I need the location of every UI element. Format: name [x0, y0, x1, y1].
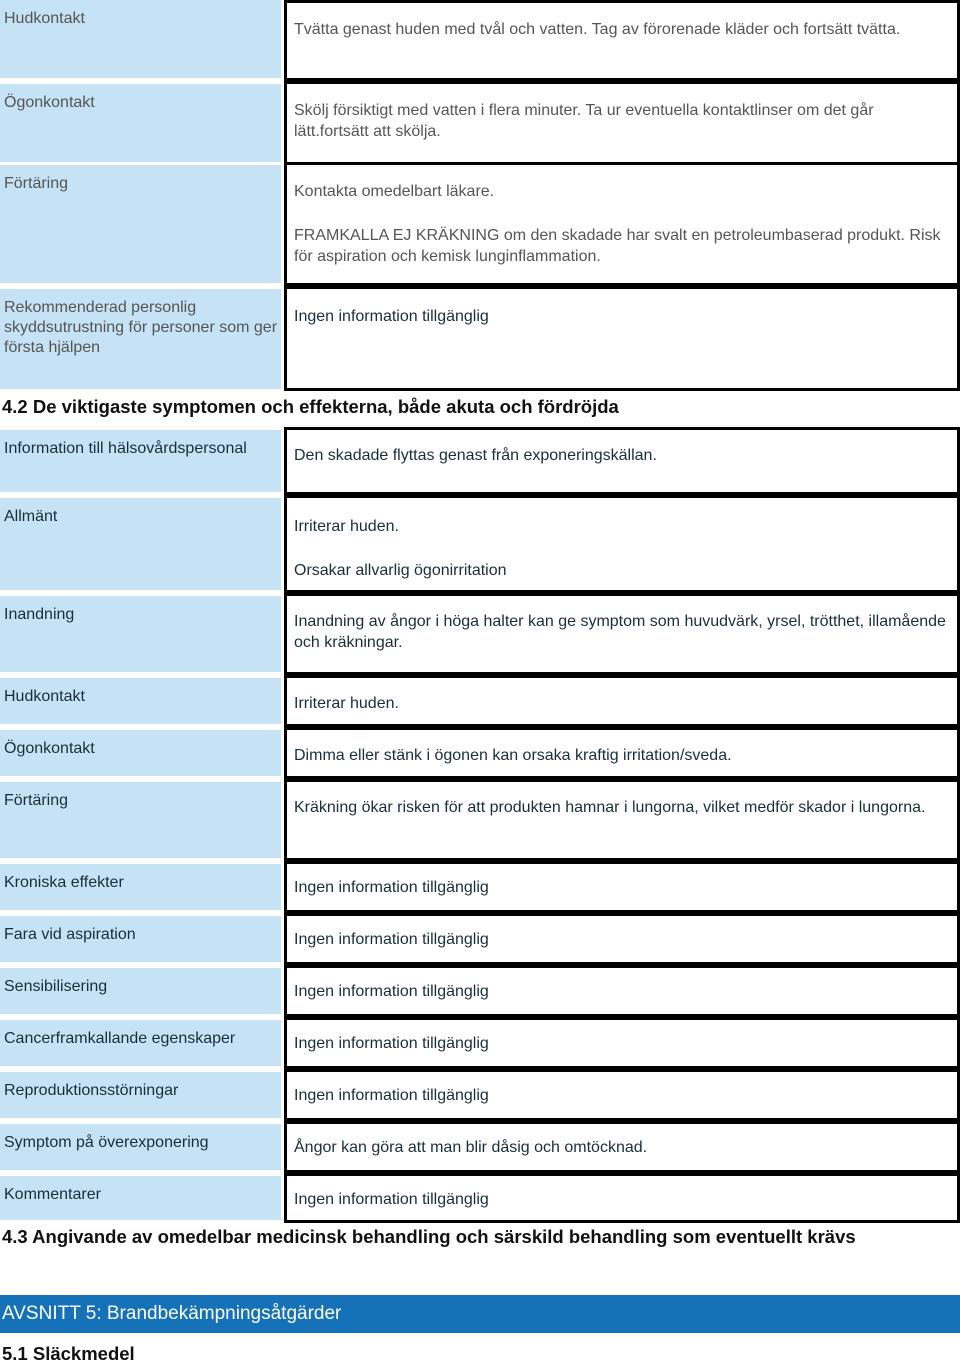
value-first-aid-ppe [284, 286, 960, 391]
value-text: Ingen information tillgänglig [294, 308, 489, 325]
value-text: Kräkning ökar risken för att produkten hamnar i lungorna, vilket medför skador i lungorna. [294, 799, 926, 816]
value-text: Ångor kan göra att man blir dåsig och omtöcknad. [294, 1139, 648, 1156]
label-skin-contact: Hudkontakt [0, 0, 281, 78]
value-inhalation [284, 593, 960, 675]
value-text: Irriterar huden. [294, 518, 399, 535]
label-first-aid-ppe: Rekommenderad personlig skyddsutrustning för personer som ger första hjälpen [0, 289, 281, 389]
value-ingestion-2 [284, 779, 960, 861]
value-text: Den skadade flyttas genast från exponeringskällan. [294, 447, 657, 464]
label-aspiration-hazard: Fara vid aspiration [0, 916, 281, 962]
value-text: Ingen information tillgänglig [294, 1087, 489, 1104]
value-aspiration-hazard [284, 913, 960, 965]
label-carcinogenic: Cancerframkallande egenskaper [0, 1020, 281, 1066]
value-overexposure [284, 1121, 960, 1173]
label-sensitisation: Sensibilisering [0, 968, 281, 1014]
value-text: Ingen information tillgänglig [294, 1191, 489, 1208]
label-eye-contact: Ögonkontakt [0, 84, 281, 162]
section-4-2-heading: 4.2 De viktigaste symptomen och effekterna, både akuta och fördröjda [2, 396, 619, 417]
section-4-3-heading: 4.3 Angivande av omedelbar medicinsk behandling och särskild behandling som eventuellt krävs [2, 1226, 856, 1247]
label-ingestion-2: Förtäring [0, 782, 281, 858]
label-reproductive: Reproduktionsstörningar [0, 1072, 281, 1118]
value-text: Irriterar huden. [294, 695, 399, 712]
label-comments: Kommentarer [0, 1176, 281, 1220]
label-health-personnel: Information till hälsovårdspersonal [0, 430, 281, 492]
value-text: Dimma eller stänk i ögonen kan orsaka kraftig irritation/sveda. [294, 747, 732, 764]
value-eye-contact [284, 81, 960, 165]
label-inhalation: Inandning [0, 596, 281, 672]
value-text: Ingen information tillgänglig [294, 879, 489, 896]
label-eye-contact-2: Ögonkontakt [0, 730, 281, 776]
value-carcinogenic [284, 1017, 960, 1069]
value-text: FRAMKALLA EJ KRÄKNING om den skadade har svalt en petroleumbaserad produkt. Risk för aspiration och kemisk lunginflammation. [294, 227, 941, 265]
value-chronic-effects [284, 861, 960, 913]
label-chronic-effects: Kroniska effekter [0, 864, 281, 910]
value-reproductive [284, 1069, 960, 1121]
value-text: Ingen information tillgänglig [294, 931, 489, 948]
value-health-personnel [284, 427, 960, 495]
value-comments [284, 1173, 960, 1223]
value-ingestion [284, 162, 960, 286]
value-text: Inandning av ångor i höga halter kan ge symptom som huvudvärk, yrsel, trötthet, illamående och kräkningar. [294, 613, 946, 651]
value-sensitisation [284, 965, 960, 1017]
value-skin-contact-2 [284, 675, 960, 727]
value-skin-contact [284, 0, 960, 81]
label-skin-contact-2: Hudkontakt [0, 678, 281, 724]
value-text: Kontakta omedelbart läkare. [294, 183, 495, 200]
value-text: Ingen information tillgänglig [294, 1035, 489, 1052]
value-general [284, 495, 960, 593]
value-eye-contact-2 [284, 727, 960, 779]
value-text: Orsakar allvarlig ögonirritation [294, 562, 507, 579]
value-text: Ingen information tillgänglig [294, 983, 489, 1000]
value-text: Skölj försiktigt med vatten i flera minuter. Ta ur eventuella kontaktlinser om det går lätt.fortsätt att skölja. [294, 102, 874, 140]
label-overexposure: Symptom på överexponering [0, 1124, 281, 1170]
section-5-1-heading: 5.1 Släckmedel [2, 1343, 135, 1364]
section-5-banner: AVSNITT 5: Brandbekämpningsåtgärder [0, 1295, 960, 1333]
value-text: Tvätta genast huden med tvål och vatten. Tag av förorenade kläder och fortsätt tvätta. [294, 21, 901, 38]
label-general: Allmänt [0, 498, 281, 590]
label-ingestion: Förtäring [0, 165, 281, 283]
